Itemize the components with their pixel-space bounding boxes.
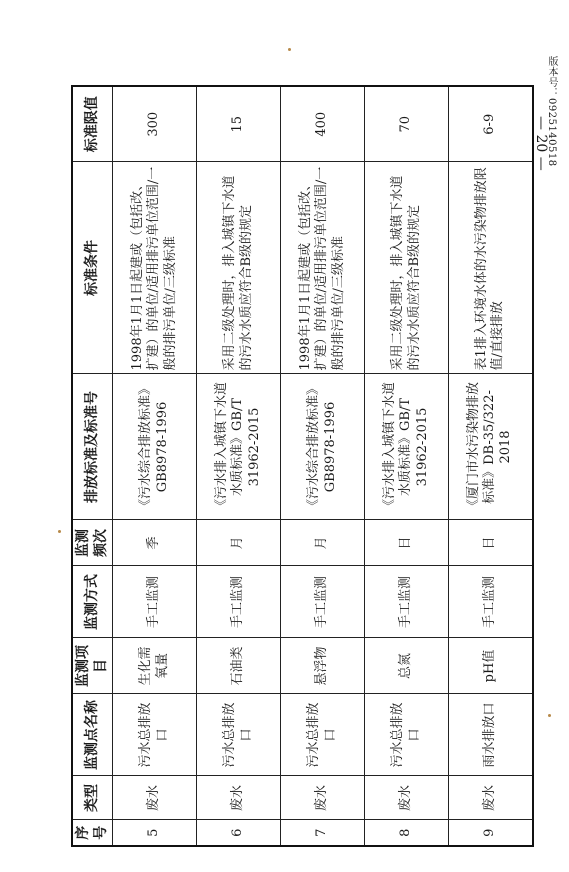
table-cell: 表1排入环境水体的水污染物排放限值/直接排放 bbox=[449, 162, 533, 374]
table-cell: pH值 bbox=[449, 638, 533, 694]
table-row bbox=[197, 86, 281, 846]
table-cell: 季 bbox=[113, 520, 197, 566]
table-cell: 废水 bbox=[365, 776, 449, 820]
table-cell: 5 bbox=[113, 820, 197, 846]
table-cell: 生化需氧量 bbox=[113, 638, 197, 694]
rotated-table-container bbox=[71, 87, 514, 847]
table-cell: 废水 bbox=[449, 776, 533, 820]
table-cell: 1998年1月1日起建或（包括改、扩建）的单位/适用排污单位范围/一般的排污单位/三级标准 bbox=[113, 162, 197, 374]
table-cell: 手工监测 bbox=[197, 566, 281, 638]
header-cell: 监测方式 bbox=[72, 566, 113, 638]
table-row bbox=[281, 86, 365, 846]
table-cell: 月 bbox=[281, 520, 365, 566]
table-cell: 《污水综合排放标准》GB8978-1996 bbox=[113, 374, 197, 520]
speck-mark bbox=[548, 714, 551, 717]
table-cell: 8 bbox=[365, 820, 449, 846]
header-cell: 序号 bbox=[72, 820, 113, 846]
table-cell: 《污水排入城镇下水道水质标准》GB/T 31962-2015 bbox=[365, 374, 449, 520]
table-cell: 9 bbox=[449, 820, 533, 846]
table-cell: 手工监测 bbox=[113, 566, 197, 638]
header-cell: 监测项目 bbox=[72, 638, 113, 694]
table-cell: 采用二级处理时，排入城镇下水道的污水水质应符合B级的规定 bbox=[365, 162, 449, 374]
table-cell: 手工监测 bbox=[365, 566, 449, 638]
header-cell: 监测频次 bbox=[72, 520, 113, 566]
table-cell: 采用二级处理时，排入城镇下水道的污水水质应符合B级的规定 bbox=[197, 162, 281, 374]
table-cell: 手工监测 bbox=[449, 566, 533, 638]
table-cell: 400 bbox=[281, 86, 365, 162]
table-cell: 300 bbox=[113, 86, 197, 162]
header-cell: 类型 bbox=[72, 776, 113, 820]
table-cell: 废水 bbox=[281, 776, 365, 820]
speck-mark bbox=[58, 530, 61, 533]
table-cell: 15 bbox=[197, 86, 281, 162]
table-cell: 废水 bbox=[113, 776, 197, 820]
table-cell: 7 bbox=[281, 820, 365, 846]
table-header-row bbox=[72, 86, 113, 846]
table-cell: 《污水综合排放标准》GB8978-1996 bbox=[281, 374, 365, 520]
table-cell: 月 bbox=[197, 520, 281, 566]
table-cell: 污水总排放口 bbox=[365, 694, 449, 776]
header-cell: 排放标准及标准号 bbox=[72, 374, 113, 520]
speck-mark bbox=[288, 48, 291, 51]
table-cell: 70 bbox=[365, 86, 449, 162]
page-number: — 20 — bbox=[533, 116, 549, 171]
table-cell: 日 bbox=[365, 520, 449, 566]
table-cell: 6 bbox=[197, 820, 281, 846]
table-cell: 《厦门市水污染物排放标准》DB-35/322-2018 bbox=[449, 374, 533, 520]
table-cell: 污水总排放口 bbox=[113, 694, 197, 776]
table-cell: 总氮 bbox=[365, 638, 449, 694]
header-cell: 标准条件 bbox=[72, 162, 113, 374]
edition-number: 版本号：0925140518 bbox=[546, 56, 557, 167]
table-row bbox=[113, 86, 197, 846]
table-cell: 1998年1月1日起建或（包括改、扩建）的单位/适用排污单位范围/一般的排污单位/三级标准 bbox=[281, 162, 365, 374]
table-cell: 6-9 bbox=[449, 86, 533, 162]
table-cell: 日 bbox=[449, 520, 533, 566]
table-cell: 悬浮物 bbox=[281, 638, 365, 694]
table-cell: 污水总排放口 bbox=[281, 694, 365, 776]
table-cell: 污水总排放口 bbox=[197, 694, 281, 776]
table-cell: 雨水排放口 bbox=[449, 694, 533, 776]
monitoring-table bbox=[71, 85, 534, 847]
table-row bbox=[449, 86, 533, 846]
header-cell: 标准限值 bbox=[72, 86, 113, 162]
table-cell: 手工监测 bbox=[281, 566, 365, 638]
table-row bbox=[365, 86, 449, 846]
header-cell: 监测点名称 bbox=[72, 694, 113, 776]
table-cell: 《污水排入城镇下水道水质标准》GB/T 31962-2015 bbox=[197, 374, 281, 520]
table-cell: 废水 bbox=[197, 776, 281, 820]
table-cell: 石油类 bbox=[197, 638, 281, 694]
